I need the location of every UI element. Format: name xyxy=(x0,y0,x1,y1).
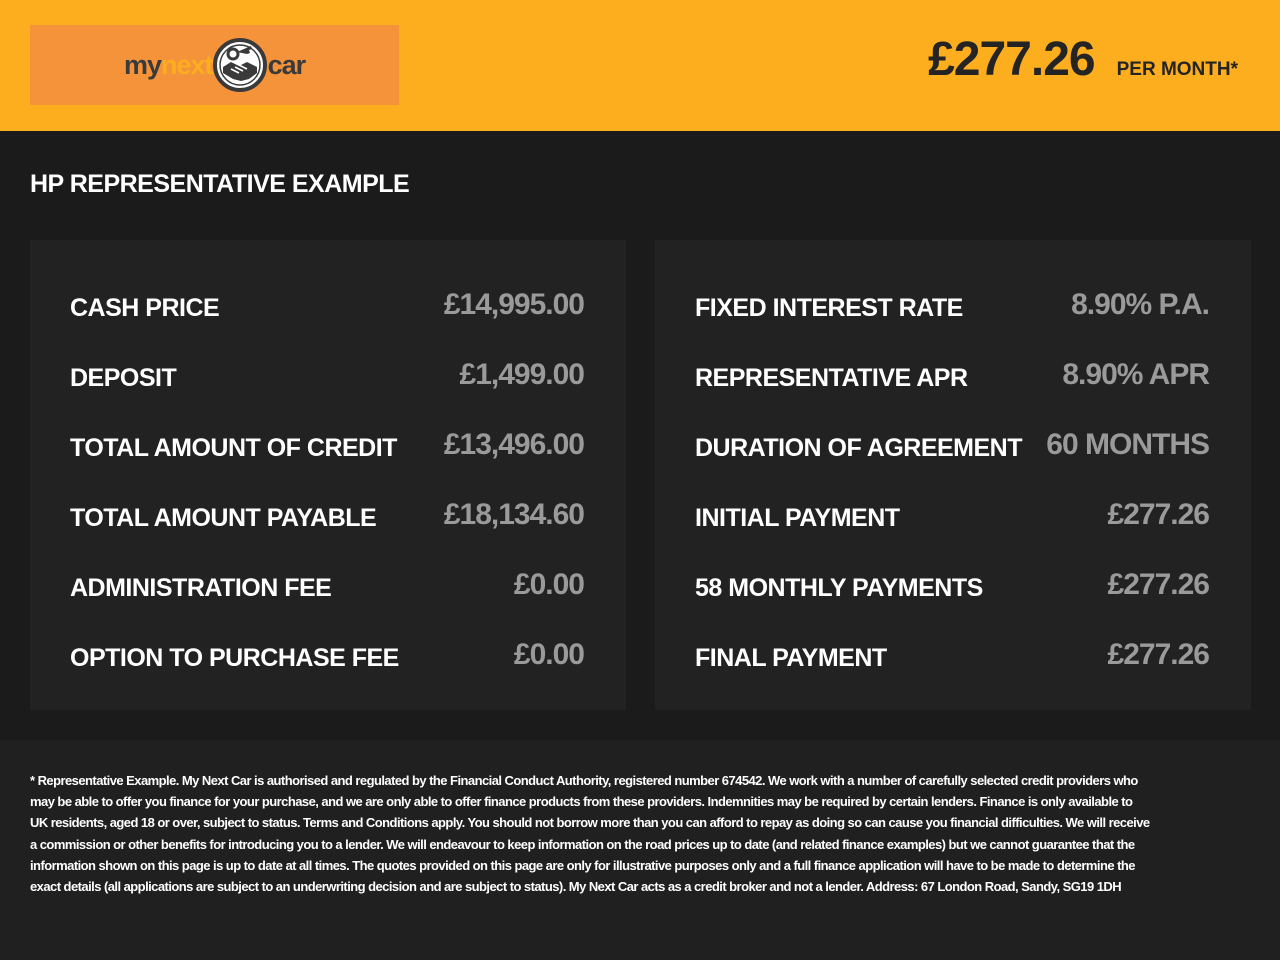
row-value: £277.26 xyxy=(1107,638,1209,671)
handshake-key-icon xyxy=(213,29,267,101)
row-value: 8.90% P.A. xyxy=(1071,288,1209,321)
disclaimer-section xyxy=(0,740,1280,960)
row-label: TOTAL AMOUNT PAYABLE xyxy=(70,504,377,532)
row-value: £18,134.60 xyxy=(443,498,584,531)
logo-wordmark xyxy=(124,29,305,101)
logo[interactable] xyxy=(30,25,399,105)
logo-text-next: next xyxy=(161,49,213,80)
row-label: DEPOSIT xyxy=(70,364,177,392)
row-label: REPRESENTATIVE APR xyxy=(695,364,968,392)
row-label: DURATION OF AGREEMENT xyxy=(695,434,1022,462)
row-label: ADMINISTRATION FEE xyxy=(70,574,332,602)
finance-row-option-fee xyxy=(70,636,584,676)
header-bar xyxy=(0,0,1280,131)
monthly-price-amount: £277.26 xyxy=(928,33,1095,86)
finance-row-monthly-payments xyxy=(695,566,1209,606)
finance-row-initial-payment xyxy=(695,496,1209,536)
row-label: 58 MONTHLY PAYMENTS xyxy=(695,574,983,602)
finance-row-duration xyxy=(695,426,1209,466)
finance-row-total-payable xyxy=(70,496,584,536)
row-value: £0.00 xyxy=(513,568,584,601)
row-value: 60 MONTHS xyxy=(1046,428,1209,461)
finance-row-total-credit xyxy=(70,426,584,466)
monthly-price-unit: PER MONTH* xyxy=(1116,59,1238,80)
row-value: £1,499.00 xyxy=(459,358,584,391)
logo-text-my: my xyxy=(124,49,162,80)
finance-row-cash-price xyxy=(70,286,584,326)
row-value: £13,496.00 xyxy=(443,428,584,461)
row-value: £0.00 xyxy=(513,638,584,671)
row-value: £277.26 xyxy=(1107,568,1209,601)
row-label: INITIAL PAYMENT xyxy=(695,504,900,532)
row-label: TOTAL AMOUNT OF CREDIT xyxy=(70,434,397,462)
finance-row-interest-rate xyxy=(695,286,1209,326)
finance-row-apr xyxy=(695,356,1209,396)
finance-row-admin-fee xyxy=(70,566,584,606)
row-label: CASH PRICE xyxy=(70,294,220,322)
row-label: OPTION TO PURCHASE FEE xyxy=(70,644,399,672)
row-label: FINAL PAYMENT xyxy=(695,644,887,672)
disclaimer-text: * Representative Example. My Next Car is authorised and regulated by the Financial Conduct Authority, registered number 674542. We work with a number of carefully selected credit providers who may be able to offer you finance for your purchase, and we are only able to offer finance products from these providers. Indemnities may be required by certain lenders. Finance is only available to UK residents, aged 18 or over, subject to status. Terms and Conditions apply. You should not borrow more than you can afford to repay as doing so can cause you financial difficulties. We will receive a commission or other benefits for introducing you to a lender. We will endeavour to keep information on the road prices up to date (and related finance examples) but we cannot guarantee that the information shown on this page is up to date at all times. The quotes provided on this page are only for illustrative purposes only and a full finance application will have to be made to determine the exact details (all applications are subject to an underwriting decision and are subject to status). My Next Car acts as a credit broker and not a lender. Address: 67 London Road, Sandy, SG19 1DH xyxy=(30,773,1150,895)
finance-row-deposit xyxy=(70,356,584,396)
finance-panel-left xyxy=(30,240,626,710)
finance-panel-right xyxy=(655,240,1251,710)
monthly-price xyxy=(928,32,1238,87)
row-label: FIXED INTEREST RATE xyxy=(695,294,963,322)
row-value: £277.26 xyxy=(1107,498,1209,531)
logo-text-car: car xyxy=(267,49,306,80)
row-value: 8.90% APR xyxy=(1062,358,1209,391)
row-value: £14,995.00 xyxy=(443,288,584,321)
finance-row-final-payment xyxy=(695,636,1209,676)
section-title: HP REPRESENTATIVE EXAMPLE xyxy=(30,170,410,198)
